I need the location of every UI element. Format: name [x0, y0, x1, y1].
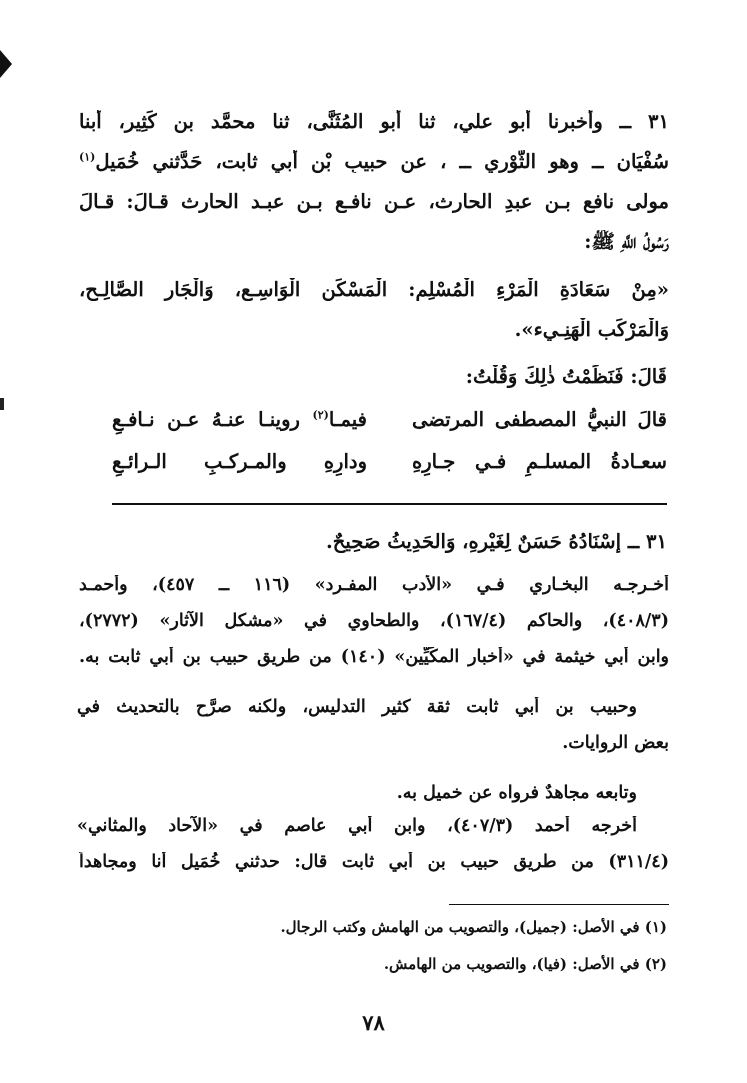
commentary-line: بعض الروايات.: [562, 733, 669, 753]
commentary-line: (٣١١/٤) من طريق حبيب بن أبي ثابت قال: حدثني خُمَيل أنا ومجاهداً: [79, 852, 669, 872]
scan-edge-mark: [0, 50, 12, 78]
commentary-line: وتابعه مجاهدٌ فرواه عن خميل به.: [396, 783, 637, 803]
footnote-ref: (١): [79, 150, 96, 164]
hadith-line: مولى نافع بـن عبدِ الحارث، عـن نافـع بـن عبـد الحارث قـالَ: قـالَ: [79, 190, 669, 213]
scan-edge-mark: [0, 398, 4, 410]
commentary-line: وابن أبي خيثمة في «أخبار المكِّيِّين» (١٤٠) من طريق حبيب بن أبي ثابت به.: [79, 647, 669, 667]
hadith-line: سُفْيَان ــ وهو الثَّوْرِي ــ ، عن حبيبِ بْنِ أبي ثابت، حَدَّثني خُمَيل$^{(١)}$: [79, 150, 669, 173]
hadith-line: رَسُولُ اللَّهِ ﷺ:: [584, 230, 669, 253]
commentary-heading: ٣١ ــ إِسْنَادُهُ حَسَنٌ لِغَيْرِهِ، وَالحَدِيثُ صَحِيحٌ.: [326, 530, 667, 553]
hadith-line: ٣١ ــ وأخبرنا أبو علي، ثنا أبو المُثَنَّى، ثنا محمَّد بن كَثِير، أبنا: [79, 110, 669, 133]
hadith-quote-line: وَالْمَرْكَب الْهَنِـيء».: [514, 318, 669, 341]
commentary-line: أخـرجـه البخـاري فـي «الأدب المفـرد» (١١٦ ــ ٤٥٧)، وأحمـد: [79, 575, 669, 595]
commentary-line: وحبيب بن أبي ثابت ثقة كثير التدليس، ولكنه صرَّح بالتحديث في: [77, 697, 637, 717]
poem-verse-2-right: سعـادةُ المسلـمِ فـي جـارِهِ: [412, 450, 667, 473]
footnote-divider: [449, 904, 669, 905]
footnote: (١) في الأصل: (جميل)، والتصويب من الهامش وكتب الرجال.: [280, 918, 667, 936]
hadith-quote-line: «مِنْ سَعَادَةِ الْمَرْءِ الْمُسْلِم: الْمَسْكَن الْوَاسِـع، وَالْجَار الصَّالِـح،: [79, 278, 669, 301]
section-divider: [112, 503, 667, 505]
poem-verse-1-right: قالَ النبيُّ المصطفى المرتضى: [412, 408, 667, 431]
poem-verse-1-left: فيمـا$^{(٢)}$ روينـا عنـهُ عـن نـافـعِ: [112, 408, 367, 431]
page-number: ٧٨: [362, 1010, 385, 1035]
commentary-line: أخرجه أحمد (٤٠٧/٣)، وابن أبي عاصم في «الآحاد والمثاني»: [77, 816, 637, 836]
poem-verse-2-left: ودارِهِ والمـركـبِ الـرائـعِ: [112, 450, 367, 473]
commentary-line: (٤٠٨/٣)، والحاكم (١٦٧/٤)، والطحاوي في «مشكل الآثار» (٢٧٧٢)،: [79, 611, 669, 631]
footnote-ref: (٢): [312, 408, 329, 422]
footnote: (٢) في الأصل: (فيا)، والتصويب من الهامش.: [383, 955, 667, 973]
poem-intro: قَالَ: فَنَظَمْتُ ذٰلِكَ وَقُلْتُ:: [465, 365, 667, 388]
